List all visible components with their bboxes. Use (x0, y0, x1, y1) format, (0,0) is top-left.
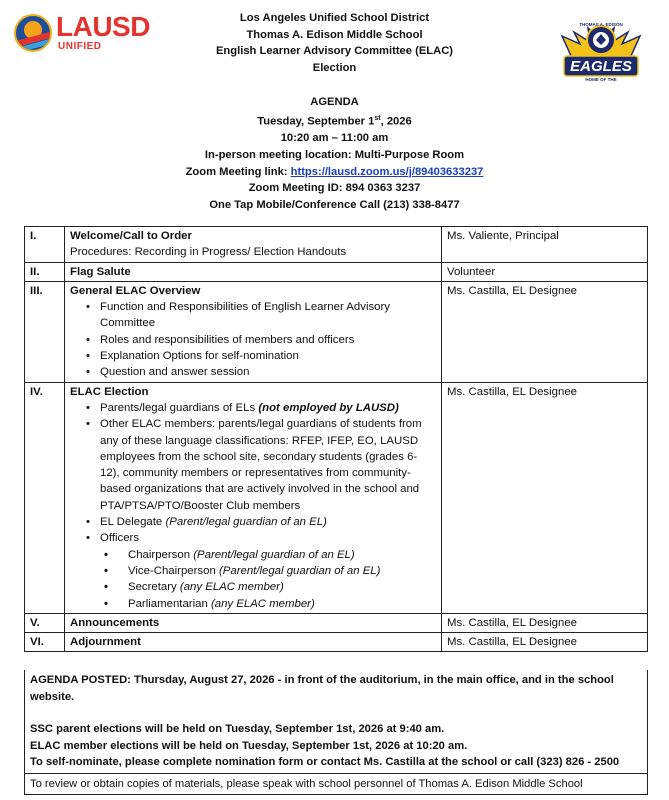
item-presenter: Ms. Castilla, EL Designee (442, 633, 648, 652)
list-item: • EL Delegate (Parent/legal guardian of an EL) (70, 514, 436, 530)
officer-list (70, 547, 436, 612)
conference-phone: One Tap Mobile/Conference Call (213) 338-8477 (209, 198, 460, 211)
item-presenter: Volunteer (442, 262, 648, 281)
item-number: II. (25, 262, 65, 281)
list-item: • Function and Responsibilities of English Learner Advisory Committee (70, 299, 436, 332)
table-row (25, 262, 648, 281)
list-item: • Vice-Chairperson (Parent/legal guardian of an EL) (70, 563, 436, 579)
school-name: Thomas A. Edison Middle School (246, 28, 423, 41)
item-title: ELAC Election (70, 385, 149, 398)
committee-name: English Learner Advisory Committee (ELAC) (215, 45, 454, 57)
footer-notes (24, 670, 648, 795)
lausd-logo-sub: UNIFIED (58, 41, 102, 52)
item-title: Flag Salute (70, 265, 131, 278)
document-header (0, 10, 669, 76)
item-title: Welcome/Call to Order (70, 230, 192, 242)
table-row (25, 633, 648, 652)
list-item: • Officers • Chairperson (Parent/legal guardian of an EL) • Vice-Chairperson (Parent/legal guardian of an EL) • Secretary (any ELAC member) • Parliamentarian (any ELAC member) (70, 530, 436, 611)
item-presenter: Ms. Valiente, Principal (442, 227, 648, 263)
agenda-info (0, 94, 669, 214)
zoom-meeting-link[interactable]: https://lausd.zoom.us/j/89403633237 (290, 165, 484, 178)
lausd-logo-word: LAUSD (56, 11, 150, 42)
list-item: • Secretary (any ELAC member) (70, 579, 436, 595)
agenda-posted-note: AGENDA POSTED: Thursday, August 27, 2026 - in front of the auditorium, in the main office, and in the school website. (30, 674, 614, 703)
table-row (25, 382, 648, 613)
item-content (65, 382, 442, 613)
eagles-banner-text: EAGLES (570, 58, 632, 75)
list-item: • Roles and responsibilities of members and officers (70, 332, 436, 348)
meeting-location: In-person meeting location: Multi-Purpose Room (204, 148, 465, 161)
list-item: • Question and answer session (70, 364, 436, 380)
item-number: VI. (25, 633, 65, 652)
list-item: • Parents/legal guardians of ELs (not employed by LAUSD) (70, 400, 436, 416)
table-row (25, 613, 648, 632)
item-subtext: Procedures: Recording in Progress/ Election Handouts (70, 246, 347, 259)
item-number: IV. (25, 382, 65, 613)
elac-election-note: ELAC member elections will be held on Tuesday, September 1st, 2026 at 10:20 am. (30, 739, 468, 752)
meeting-type: Election (312, 61, 357, 74)
ssc-election-note: SSC parent elections will be held on Tuesday, September 1st, 2026 at 9:40 am. (30, 723, 445, 735)
bullet-list (70, 299, 436, 380)
list-item: • Explanation Options for self-nomination (70, 348, 436, 364)
item-number: I. (25, 227, 65, 263)
list-item: • Chairperson (Parent/legal guardian of an EL) (70, 547, 436, 563)
eagles-sub-text: HOME OF THE (585, 77, 617, 82)
meeting-time: 10:20 am – 11:00 am (280, 132, 389, 145)
list-item: • Other ELAC members: parents/legal guardians of students from any of these language classifications: RFEP, IFEP, EO, LAUSD employees from the school site, secondary students (grades 6-12), community members or representatives from community-based organizations that are actively involved in the school and PTA/PTSA/PTO/Booster Club members (70, 416, 436, 514)
review-materials-note: To review or obtain copies of materials, please speak with school personnel of Thomas A. Edison Middle School (25, 773, 647, 795)
table-row (25, 227, 648, 263)
zoom-link-line: Zoom Meeting link: https://lausd.zoom.us/j/89403633237 (185, 165, 484, 178)
agenda-table (24, 226, 648, 652)
bullet-list (70, 400, 436, 612)
item-content (65, 281, 442, 382)
item-number: V. (25, 613, 65, 632)
item-title: General ELAC Overview (70, 284, 201, 297)
agenda-title: AGENDA (310, 96, 359, 108)
item-content (65, 262, 442, 281)
table-row (25, 281, 648, 382)
item-content (65, 613, 442, 632)
zoom-meeting-id: Zoom Meeting ID: 894 0363 3237 (248, 182, 421, 195)
eagles-ring-text: THOMAS A. EDISON (579, 22, 623, 27)
district-name: Los Angeles Unified School District (239, 12, 430, 24)
self-nominate-note: To self-nominate, please complete nomination form or contact Ms. Castilla at the school or call (323) 826 - 2500 (30, 756, 620, 768)
item-title: Announcements (70, 616, 160, 629)
item-presenter: Ms. Castilla, EL Designee (442, 281, 648, 382)
item-presenter: Ms. Castilla, EL Designee (442, 382, 648, 613)
list-item: • Parliamentarian (any ELAC member) (70, 596, 436, 612)
item-content (65, 633, 442, 652)
item-number: III. (25, 281, 65, 382)
meeting-date: Tuesday, September 1st, 2026 (257, 114, 412, 128)
notice-section (25, 670, 647, 773)
item-presenter: Ms. Castilla, EL Designee (442, 613, 648, 632)
item-content (65, 227, 442, 263)
item-title: Adjournment (70, 636, 141, 649)
